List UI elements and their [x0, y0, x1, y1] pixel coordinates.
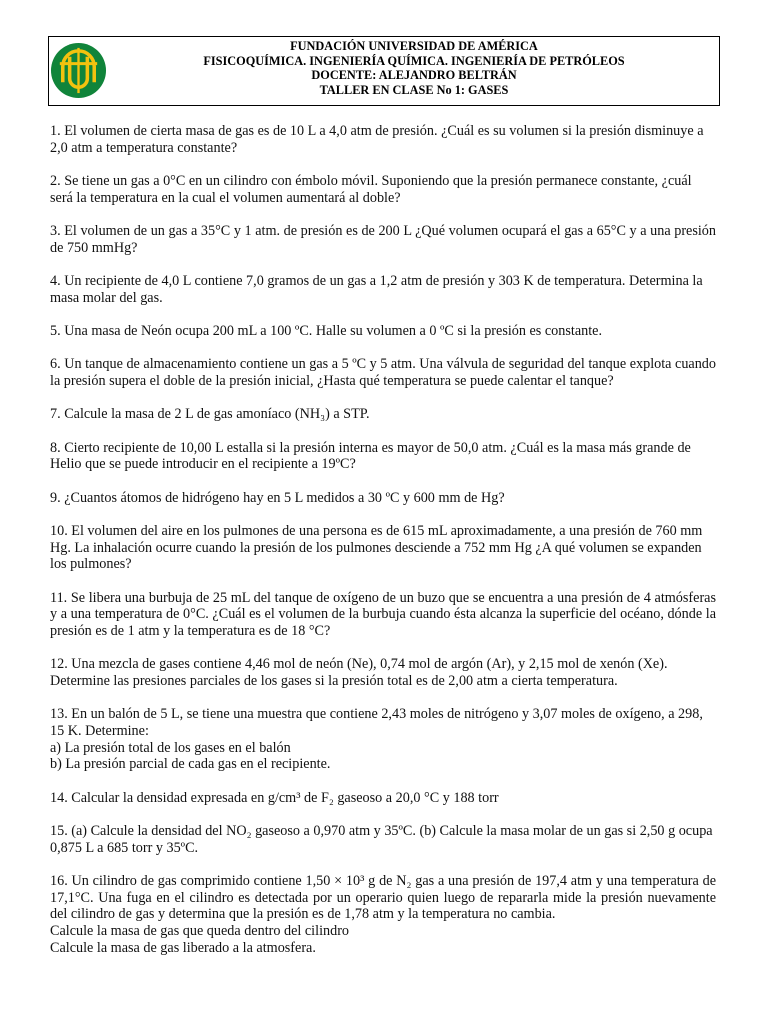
question-9: 9. ¿Cuantos átomos de hidrógeno hay en 5 L medidos a 30 ºC y 600 mm de Hg? — [50, 489, 505, 506]
question-4: 4. Un recipiente de 4,0 L contiene 7,0 gramos de un gas a 1,2 atm de presión y 303 K de temperatura. Determina la masa molar del gas. — [50, 273, 703, 306]
question-10: 10. El volumen del aire en los pulmones de una persona es de 615 mL aproximadamente, a una presión de 760 mm Hg. La inhalación ocurre cuando la presión de los pulmones desciende a 752 mm Hg ¿A qué volumen se expanden los pulmones? — [50, 522, 703, 573]
document-header — [48, 36, 720, 106]
question-16-statement: 16. Un cilindro de gas comprimido contiene 1,50 × 10³ g de N₂ gas a una presión de 197,4 atm y una temperatura de 17,1°C. Una fuga en el cilindro es detectada por un operario quien luego de repararla mide la presión nuevamente del cilindro de gas y determina que la presión es de 1,78 atm y la temperatura no cambia. — [50, 873, 716, 923]
question-6: 6. Un tanque de almacenamiento contiene un gas a 5 ºC y 5 atm. Una válvula de seguridad del tanque explota cuando la presión supera el doble de la presión inicial, ¿Hasta qué temperatura se puede calentar el tanque? — [50, 356, 716, 389]
question-16 — [50, 873, 716, 957]
course-name: FISICOQUÍMICA. INGENIERÍA QUÍMICA. INGENIERÍA DE PETRÓLEOS — [203, 53, 625, 68]
question-1: 1. El volumen de cierta masa de gas es de 10 L a 4,0 atm de presión. ¿Cuál es su volumen si la presión disminuye a 2,0 atm a temperatura constante? — [50, 123, 704, 156]
institution-name: FUNDACIÓN UNIVERSIDAD DE AMÉRICA — [290, 39, 538, 53]
question-15: 15. (a) Calcule la densidad del NO₂ gaseoso a 0,970 atm y 35ºC. (b) Calcule la masa molar de un gas si 2,50 g ocupa 0,875 L a 685 torr y 35ºC. — [50, 823, 713, 856]
question-5: 5. Una masa de Neón ocupa 200 mL a 100 ºC. Halle su volumen a 0 ºC si la presión es constante. — [50, 323, 603, 339]
question-13-part-a: a) La presión total de los gases en el balón — [50, 739, 291, 756]
workshop-title: TALLER EN CLASE No 1: GASES — [319, 83, 509, 98]
question-3: 3. El volumen de un gas a 35°C y 1 atm. de presión es de 200 L ¿Qué volumen ocupará el gas a 65°C y a una presión de 750 mmHg? — [50, 223, 716, 256]
question-13-part-b: b) La presión parcial de cada gas en el recipiente. — [50, 756, 331, 773]
question-13-statement: 13. En un balón de 5 L, se tiene una muestra que contiene 2,43 moles de nitrógeno y 3,07 moles de oxígeno, a 298, 15 K. Determine: — [50, 706, 703, 739]
question-16-task-2: Calcule la masa de gas liberado a la atmosfera. — [50, 939, 316, 956]
university-logo — [50, 42, 107, 99]
question-2: 2. Se tiene un gas a 0°C en un cilindro con émbolo móvil. Suponiendo que la presión permanece constante, ¿cuál será la temperatura en la cual el volumen aumentará al doble? — [50, 173, 692, 206]
header-text — [109, 39, 719, 98]
question-8: 8. Cierto recipiente de 10,00 L estalla si la presión interna es mayor de 50,0 atm. ¿Cuál es la masa más grande de Helio que se puede introducir en el recipiente a 19ºC? — [50, 439, 691, 473]
teacher-name: DOCENTE: ALEJANDRO BELTRÁN — [311, 68, 517, 83]
question-11: 11. Se libera una burbuja de 25 mL del tanque de oxígeno de un buzo que se encuentra a una presión de 4 atmósferas y a una temperatura de 0°C. ¿Cuál es el volumen de la burbuja cuando ésta alcanza la superficie del océano, dónde la presión es de 1 atm y la temperatura es de 18 °C? — [50, 589, 716, 639]
question-list — [50, 123, 716, 973]
question-12: 12. Una mezcla de gases contiene 4,46 mol de neón (Ne), 0,74 mol de argón (Ar), y 2,15 mol de xenón (Xe). Determine las presiones parciales de los gases si la presión total es de 2,00 atm a cierta temperatura. — [50, 656, 668, 689]
question-13 — [50, 706, 716, 773]
question-14: 14. Calcular la densidad expresada en g/cm³ de F₂ gaseoso a 20,0 °C y 188 torr — [50, 789, 499, 806]
question-16-task-1: Calcule la masa de gas que queda dentro del cilindro — [50, 923, 350, 940]
question-7: 7. Calcule la masa de 2 L de gas amoníaco (NH₃) a STP. — [50, 406, 370, 423]
